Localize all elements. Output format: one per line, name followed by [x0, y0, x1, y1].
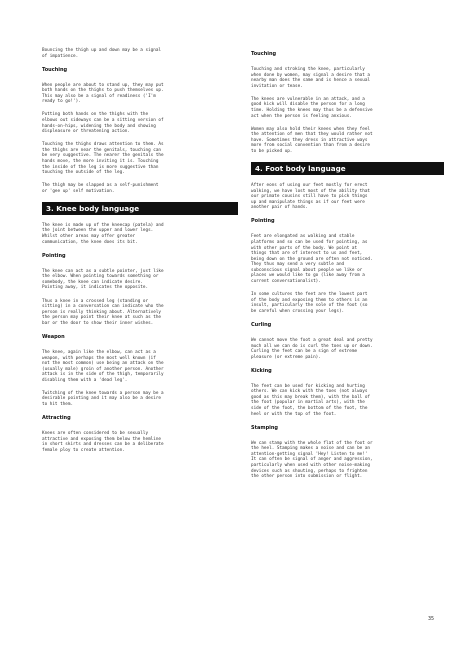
paragraph: Twitching of the knee towards a person may be a desirable pointing and it may also be a desire to hit them.	[42, 390, 164, 408]
paragraph: Women may also hold their knees when they feel the attention of men that they would rather not have. Sometimes they dress in attractive ways more from social convention than from a desire to be picked up.	[251, 126, 373, 154]
section-heading: Weapon	[42, 333, 65, 340]
paragraph: Putting both hands on the thighs with the elbows out sideways can be a sitting version of hands-on-hips, widening the body and showing displeasure or threatening action.	[42, 112, 164, 135]
paragraph: Thus a knee in a crossed leg (standing or sitting) in a conversation can indicate who the person is really thinking about. Alternatively the person may point their knee at such as the bar or the door to show their inner wishes.	[42, 298, 164, 326]
paragraph: When people are about to stand up, they may put both hands on the thighs to push themselves up. This may also be a signal of readiness ('I'm ready to go!').	[42, 82, 164, 105]
paragraph: Feet are elongated as walking and stable platforms and so can be used for pointing, as with other parts of the body. We point at things that are of interest to us and feet, being down on the ground are often not noticed. They thus may send a very subtle and subconscious signal about people we like or places we would like to go (like away from a current conversationalist).	[251, 234, 373, 285]
right-column	[251, 48, 444, 487]
section-heading: Pointing	[251, 218, 275, 225]
left-column	[42, 48, 238, 461]
paragraph: The knee is made up of the kneecap (patela) and the joint between the upper and lower legs. Whilst other areas may offer greater communication, the knee does its bit.	[42, 222, 164, 245]
paragraph: The knee, again like the elbow, can act as a weapon, with perhaps the most well known (if not the most common) use being an attack on the (usually male) groin of another person. Another attack is in the side of the thigh, temporarily disabling them with a 'dead leg'.	[42, 349, 164, 383]
paragraph: We can stamp with the whole flat of the foot or the heel. Stamping makes a noise and can be an attention-getting signal 'Hey! Listen to me!' It can often be signal of anger and aggression, particularly when used with other noise-making devices such as shouting, perhaps to frighten the other person into submission or flight.	[251, 440, 373, 480]
paragraph: Bouncing the thigh up and down may be a signal of impatience.	[42, 48, 161, 59]
paragraph: In some cultures the feet are the lowest part of the body and exposing them to others is an insult, particularly the sole of the foot (so be careful when crossing your legs).	[251, 292, 368, 314]
section-heading: Pointing	[42, 252, 66, 259]
paragraph: After eons of using our feet mostly for erect walking, we have lost most of the ability that our primate cousins still have to pick things up and manipulate things as if our feet were another pair of hands.	[251, 183, 370, 211]
paragraph: The knees are vulnerable in an attack, and a good kick will disable the person for a long time. Holding the knees may thus be a defensive act when the person is feeling anxious.	[251, 96, 373, 119]
paragraph: The thigh may be slapped as a self-punishment or 'gee up' self motivation.	[42, 183, 159, 194]
paragraph: We cannot move the foot a great deal and pretty much all we can do is curl the toes up or down. Curling the feet can be a sign of extreme pleasure (or extreme pain).	[251, 337, 373, 360]
section-heading: Stamping	[251, 424, 279, 431]
paragraph: The knee can act as a subtle pointer, just like the elbow. When pointing towards something or somebody, the knee can indicate desire. Pointing away, it indicates the opposite.	[42, 268, 164, 291]
paragraph: Knees are often considered to be sexually attractive and exposing them below the hemline in short skirts and dresses can be a deliberate female ploy to create attention.	[42, 431, 164, 453]
section-heading: Attracting	[42, 415, 71, 422]
page-number: 35	[427, 616, 434, 622]
section-heading: Kicking	[251, 367, 272, 374]
chapter-heading: 4. Foot body language	[251, 162, 444, 175]
section-heading: Touching	[42, 66, 68, 73]
paragraph: Touching and stroking the knee, particularly when done by women, may signal a desire that a nearby man does the same and is hence a sexual invitation or tease.	[251, 67, 370, 89]
paragraph: The feet can be used for kicking and hurting others. We can kick with the toes (not always good as this may break them), with the ball of the foot (popular in martial arts), with the side of the foot, the bottom of the foot, the heel or with the top of the foot.	[251, 383, 370, 417]
paragraph: Touching the thighs draws attention to them. As the thighs are near the genitals, touching can be very suggestive. The nearer the genitals the hands move, the more inviting it is. Touching the inside of the leg is more suggestive than touching the outside of the leg.	[42, 142, 164, 176]
section-heading: Curling	[251, 321, 272, 328]
section-heading: Touching	[251, 51, 277, 57]
chapter-heading: 3. Knee body language	[42, 202, 238, 215]
